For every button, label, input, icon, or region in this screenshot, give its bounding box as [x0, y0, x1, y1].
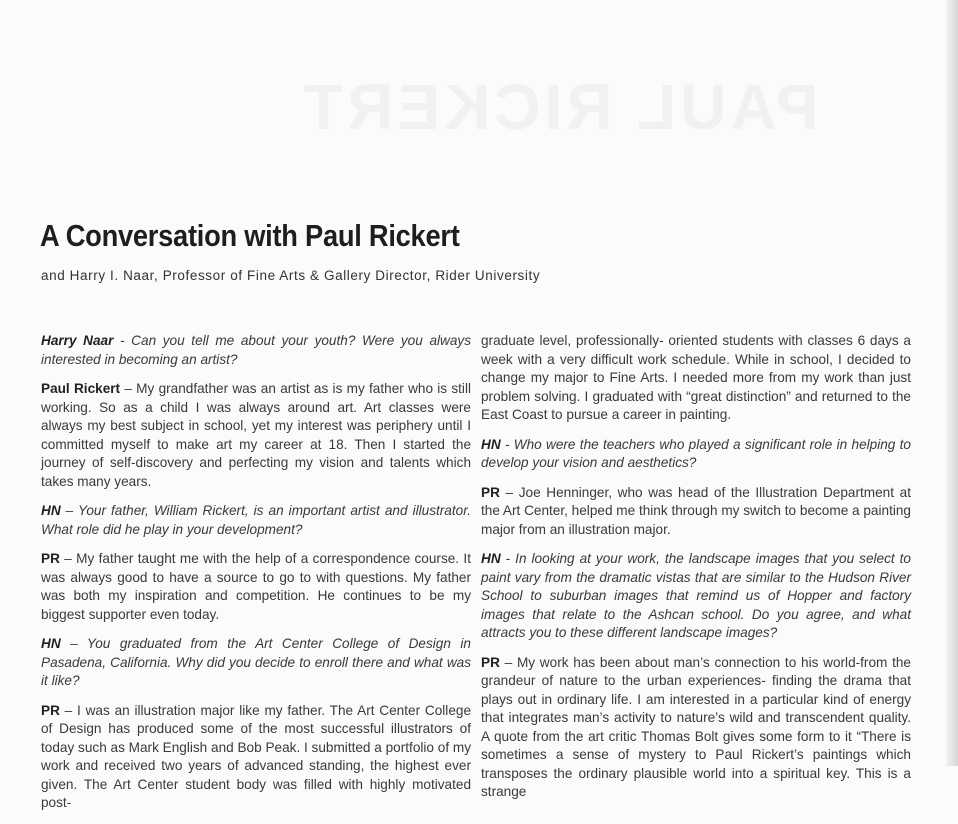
question-paragraph — [41, 332, 471, 369]
page-subtitle: and Harry I. Naar, Professor of Fine Arts & Gallery Director, Rider University — [41, 268, 541, 283]
paragraph-text: - Can you tell me about your youth? Were you always interested in becoming an artist? — [41, 333, 471, 367]
page-title: A Conversation with Paul Rickert — [40, 218, 460, 253]
answer-paragraph — [41, 550, 471, 624]
speaker-label: PR — [481, 484, 500, 500]
speaker-label: HN — [41, 636, 61, 651]
paragraph-text: – Joe Henninger, who was head of the Illustration Department at the Art Center, helped me think through my switch to become a painting major from an illustration major. — [481, 484, 911, 537]
speaker-label: Harry Naar — [41, 333, 114, 348]
question-paragraph — [481, 550, 911, 643]
question-paragraph — [481, 436, 911, 473]
paragraph-text: graduate level, professionally- oriented students with classes 6 days a week with a very difficult work schedule. While in school, I decided to change my major to Fine Arts. I needed more from my work than just problem solving. I graduated with “great distinction” and returned to the East Coast to pursue a career in painting. — [481, 333, 911, 422]
paragraph-text: – I was an illustration major like my father. The Art Center College of Design has produced some of the most successful illustrators of today such as Mark English and Bob Peak. I submitted a portfolio of my work and received two years of advanced standing, the highest ever given. The Art Center student body was filled with highly motivated post- — [41, 702, 471, 810]
paragraph-text: - Who were the teachers who played a significant role in helping to develop your vision and aesthetics? — [481, 436, 911, 470]
speaker-label: HN — [41, 503, 61, 518]
answer-paragraph — [481, 332, 911, 425]
answer-paragraph — [41, 702, 471, 813]
speaker-label: HN — [481, 436, 501, 452]
question-paragraph — [41, 635, 471, 691]
background-title-text: PAUL RICKERT — [300, 71, 819, 143]
paragraph-text: – My father taught me with the help of a correspondence course. It was always good to have a source to go to with questions. My father was both my inspiration and competition. He continues to be my biggest supporter even today. — [41, 551, 471, 622]
speaker-label: PR — [41, 551, 60, 566]
speaker-label: Paul Rickert — [41, 381, 121, 396]
page-spine-shadow — [946, 0, 958, 766]
answer-paragraph — [481, 654, 911, 802]
paragraph-text: – Your father, William Rickert, is an important artist and illustrator. What role did he play in your development? — [41, 503, 471, 537]
speaker-label: PR — [481, 654, 500, 670]
paragraph-text: – My grandfather was an artist as is my father who is still working. So as a child I was always around art. Art classes were always my best subject in school, yet my interest was periphery until I committed myself to make art my career at 18. Then I started the journey of self-discovery and perfecting my vision and talents which takes many years. — [41, 381, 471, 489]
paragraph-text: - In looking at your work, the landscape images that you select to paint vary from the dramatic vistas that are similar to the Hudson River School to suburban images that remind us of Hopper and factory images that relate to the Ashcan school. Do you agree, and what attracts you to these different landscape images? — [481, 551, 911, 640]
paragraph-text: – You graduated from the Art Center College of Design in Pasadena, California. Why did you decide to enroll there and what was it like? — [41, 636, 471, 688]
question-paragraph — [41, 502, 471, 539]
right-column — [481, 332, 911, 813]
left-column — [41, 332, 471, 824]
speaker-label: PR — [41, 702, 60, 718]
answer-paragraph — [41, 380, 471, 491]
answer-paragraph — [481, 484, 911, 540]
speaker-label: HN — [481, 551, 501, 566]
paragraph-text: – My work has been about man’s connection to his world-from the grandeur of nature to the urban experiences- finding the drama that plays out in ordinary life. I am interested in a particular kind of energy that integrates man’s activity to nature’s wild and transcendent quality. A quote from the art critic Thomas Bolt gives some form to it “There is sometimes a sense of mystery to Paul Rickert’s paintings which transposes the ordinary plausible world into a spiritual key. This is a strange — [481, 654, 911, 799]
